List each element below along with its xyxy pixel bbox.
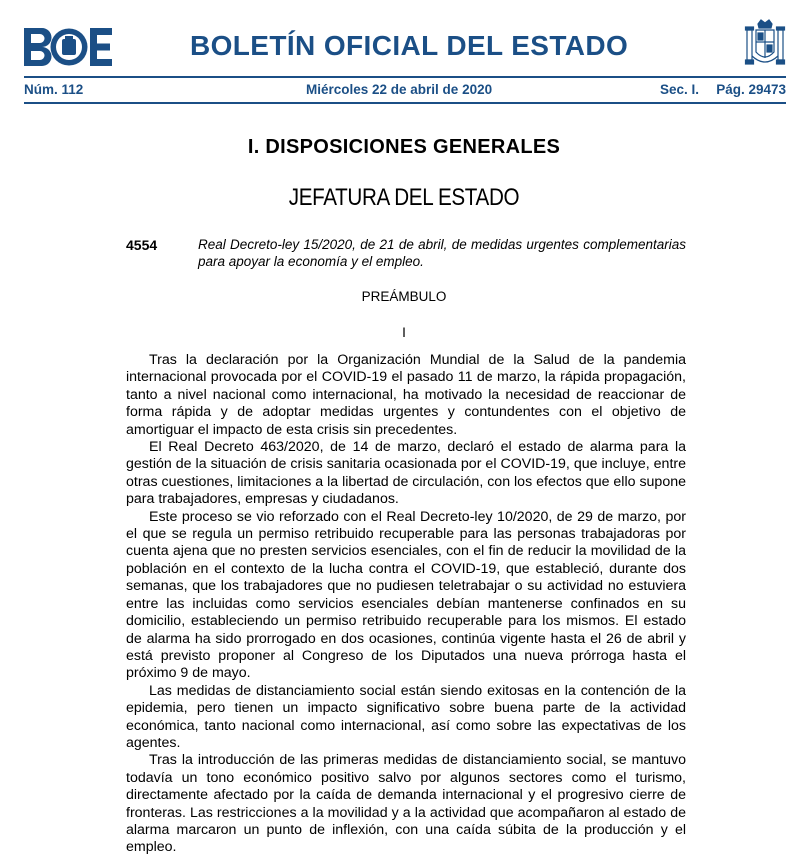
header-divider — [24, 76, 786, 78]
gazette-title: BOLETÍN OFICIAL DEL ESTADO — [190, 30, 629, 61]
preamble-heading: PREÁMBULO — [361, 289, 447, 304]
page-label: Pág. 29473 — [716, 82, 786, 97]
coat-of-arms-icon — [744, 18, 786, 70]
entry-number: 4554 — [126, 237, 158, 253]
paragraph: El Real Decreto 463/2020, de 14 de marzo, declaró el estado de alarma para la gestión de la situación de crisis sanitaria ocasionada por el COVID-19, que incluye, entre otras cuestiones, limitaciones a la libertad de circulación, con los efectos que ello supone para trabajadores, empresas y ciudadanos. — [126, 439, 686, 508]
paragraph: Las medidas de distanciamiento social están siendo exitosas en la contención de la epidemia, pero tienen un impacto significativo sobre buena parte de la actividad económica, tanto nacional como internacional, así como sobre las expectativas de los agentes. — [126, 682, 686, 751]
header-bottom-divider — [24, 102, 786, 104]
issuer-heading: JEFATURA DEL ESTADO — [288, 184, 520, 211]
section-label: Sec. I. — [660, 82, 700, 97]
paragraph: Este proceso se vio reforzado con el Real Decreto-ley 10/2020, de 29 de marzo, por el que se regula un permiso retribuido recuperable para las personas trabajadoras por cuenta ajena que no presten servicios esenciales, con el fin de reducir la movilidad de la población en el contexto de la lucha contra el COVID-19, que estableció, durante dos semanas, que los trabajadores que no pudiesen teletrabajar o su actividad no estuviera entre las incluidas como servicios esenciales debían mantenerse confinados en su domicilio, estableciendo un permiso retribuido recuperable para los mismos. El estado de alarma ha sido prorrogado en dos ocasiones, continúa vigente hasta el 26 de abril y está previsto proponer al Congreso de los Diputados una nueva prórroga hasta el próximo 9 de mayo. — [126, 508, 686, 682]
paragraph: Tras la declaración por la Organización Mundial de la Salud de la pandemia internacional provocada por el COVID-19 el pasado 11 de marzo, la rápida propagación, tanto a nivel nacional como internacional, ha motivado la necesidad de reaccionar de forma rápida y de adoptar medidas urgentes y contundentes con el objetivo de amortiguar el impacto de esta crisis sin precedentes. — [126, 352, 686, 438]
body-text — [126, 352, 686, 857]
boe-logo — [24, 28, 112, 66]
section-heading: I. DISPOSICIONES GENERALES — [247, 136, 561, 158]
header-meta-row — [24, 82, 786, 100]
part-number: I — [402, 325, 406, 340]
entry-title: Real Decreto-ley 15/2020, de 21 de abril, de medidas urgentes complementarias para apoyar la economía y el empleo. — [198, 237, 686, 269]
issue-number: Núm. 112 — [24, 82, 84, 97]
publication-date: Miércoles 22 de abril de 2020 — [306, 82, 493, 97]
paragraph: Tras la introducción de las primeras medidas de distanciamiento social, se mantuvo todavía un tono económico positivo salvo por algunos sectores como el turismo, directamente afectado por la caída de demanda internacional y el progresivo cierre de fronteras. Las restricciones a la movilidad y a la actividad que acompañaron al estado de alarma marcaron un punto de inflexión, con una caída súbita de la producción y el empleo. — [126, 752, 686, 856]
